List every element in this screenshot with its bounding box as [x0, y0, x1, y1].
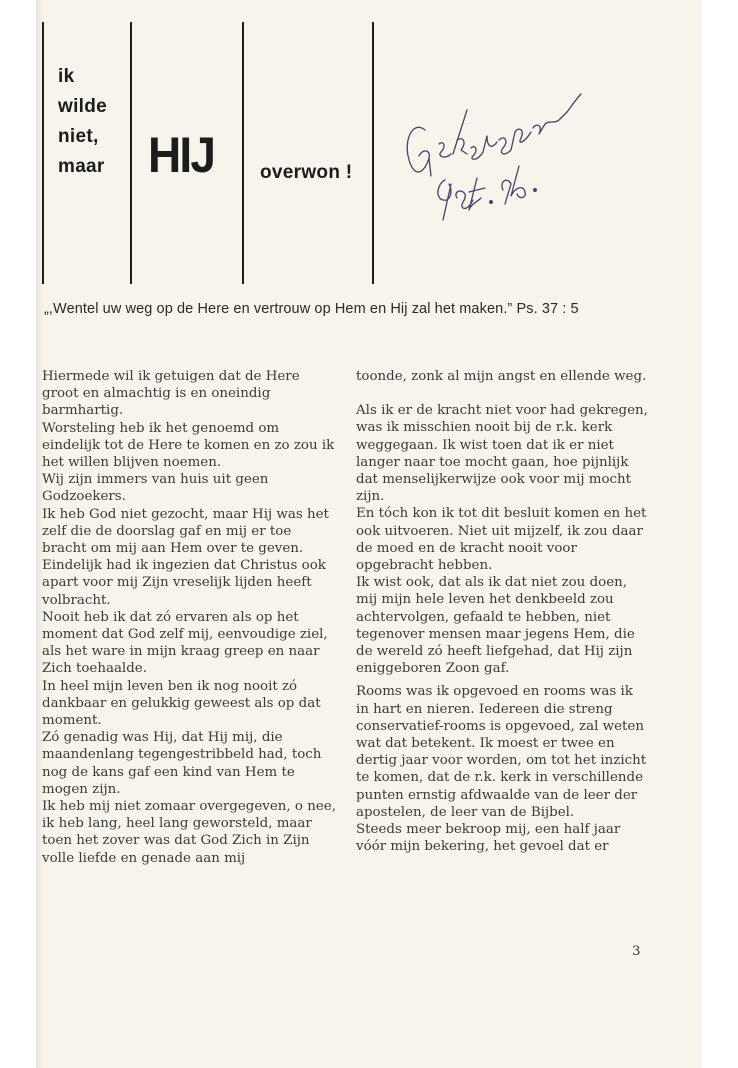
header-rule-1 — [42, 22, 44, 284]
header-center-word: HIJ — [148, 127, 215, 183]
paragraph: En tóch kon ik tot dit besluit komen en het ook uitvoeren. Niet uit mijzelf, ik zou daar de moed en de kracht nooit voor opgebracht hebben. — [356, 506, 647, 574]
header-rule-2 — [130, 22, 132, 284]
paragraph: toonde, zonk al mijn angst en ellende weg. — [356, 369, 647, 384]
paragraph: Nooit heb ik dat zó ervaren als op het moment dat God zelf mij, eenvoudige ziel, als het ware in mijn kraag greep en naar Zich toehaalde. — [42, 609, 328, 677]
paragraph: Wij zijn immers van huis uit geen Godzoekers. — [42, 472, 269, 505]
header-line-3: niet, — [58, 126, 99, 147]
header-left-text — [58, 62, 107, 182]
header-rule-4 — [372, 22, 374, 284]
page-number: 3 — [632, 944, 641, 959]
paragraph: Ik wist ook, dat als ik dat niet zou doen, mij mijn hele leven het denkbeeld zou achtervolgen, gefaald te hebben, niet tegenover mensen maar jegens Hem, die de wereld zó heeft liefgehad, dat Hij zijn eniggeboren Zoon gaf. — [356, 575, 635, 677]
paragraph: Ik heb mij niet zomaar overgegeven, o nee, ik heb lang, heel lang geworsteld, maar toen het zover was dat God Zich in Zijn volle liefde en genade aan mij — [42, 799, 336, 866]
header-rule-3 — [242, 22, 244, 284]
header-right-word: overwon ! — [260, 162, 353, 183]
paragraph: Eindelijk had ik ingezien dat Christus ook apart voor mij Zijn vreselijk lijden heeft volbracht. — [42, 558, 326, 608]
header-line-4: maar — [58, 156, 105, 177]
header-line-2: wilde — [58, 96, 108, 117]
paragraph: Zó genadig was Hij, dat Hij mij, die maandenlang tegengestribbeld had, toch nog de kans gaf een kind van Hem te mogen zijn. — [42, 730, 322, 797]
left-column — [42, 368, 337, 867]
paragraph: Steeds meer bekroop mij, een half jaar vóór mijn bekering, het gevoel dat er — [356, 822, 621, 855]
handwritten-annotation — [395, 80, 595, 250]
paragraph: Als ik er de kracht niet voor had gekregen, was ik misschien nooit bij de r.k. kerk weggegaan. Ik wist toen dat ik er niet langer naar toe mocht gaan, hoe pijnlijk dat menselijkerwijze ook voor mij mocht zijn. — [356, 403, 648, 505]
paragraph: Rooms was ik opgevoed en rooms was ik in hart en nieren. Iedereen die streng conservatief-rooms is opgevoed, zal weten wat dat betekent. Ik moest er twee en dertig jaar voor worden, om tot het inzicht te komen, dat de r.k. kerk in verschillende punten ernstig afdwaalde van de leer der apostelen, de leer van de Bijbel. — [356, 684, 647, 820]
epigraph-quote: „,Wentel uw weg op de Here en vertrouw op Hem en Hij zal het maken.” Ps. 37 : 5 — [44, 301, 579, 317]
right-column — [356, 368, 648, 855]
paragraph: In heel mijn leven ben ik nog nooit zó dankbaar en gelukkig geweest als op dat moment. — [42, 678, 321, 729]
paragraph: Worsteling heb ik het genoemd om eindelijk tot de Here te komen en zo zou ik het willen blijven noemen. — [42, 420, 335, 471]
paragraph: Hiermede wil ik getuigen dat de Here groot en almachtig is en oneindig barmhartig. — [42, 369, 300, 419]
header-line-1: ik — [58, 66, 75, 87]
paragraph: Ik heb God niet gezocht, maar Hij was het zelf die de doorslag gaf en mij er toe bracht om mij aan Hem over te geven. — [42, 506, 329, 557]
